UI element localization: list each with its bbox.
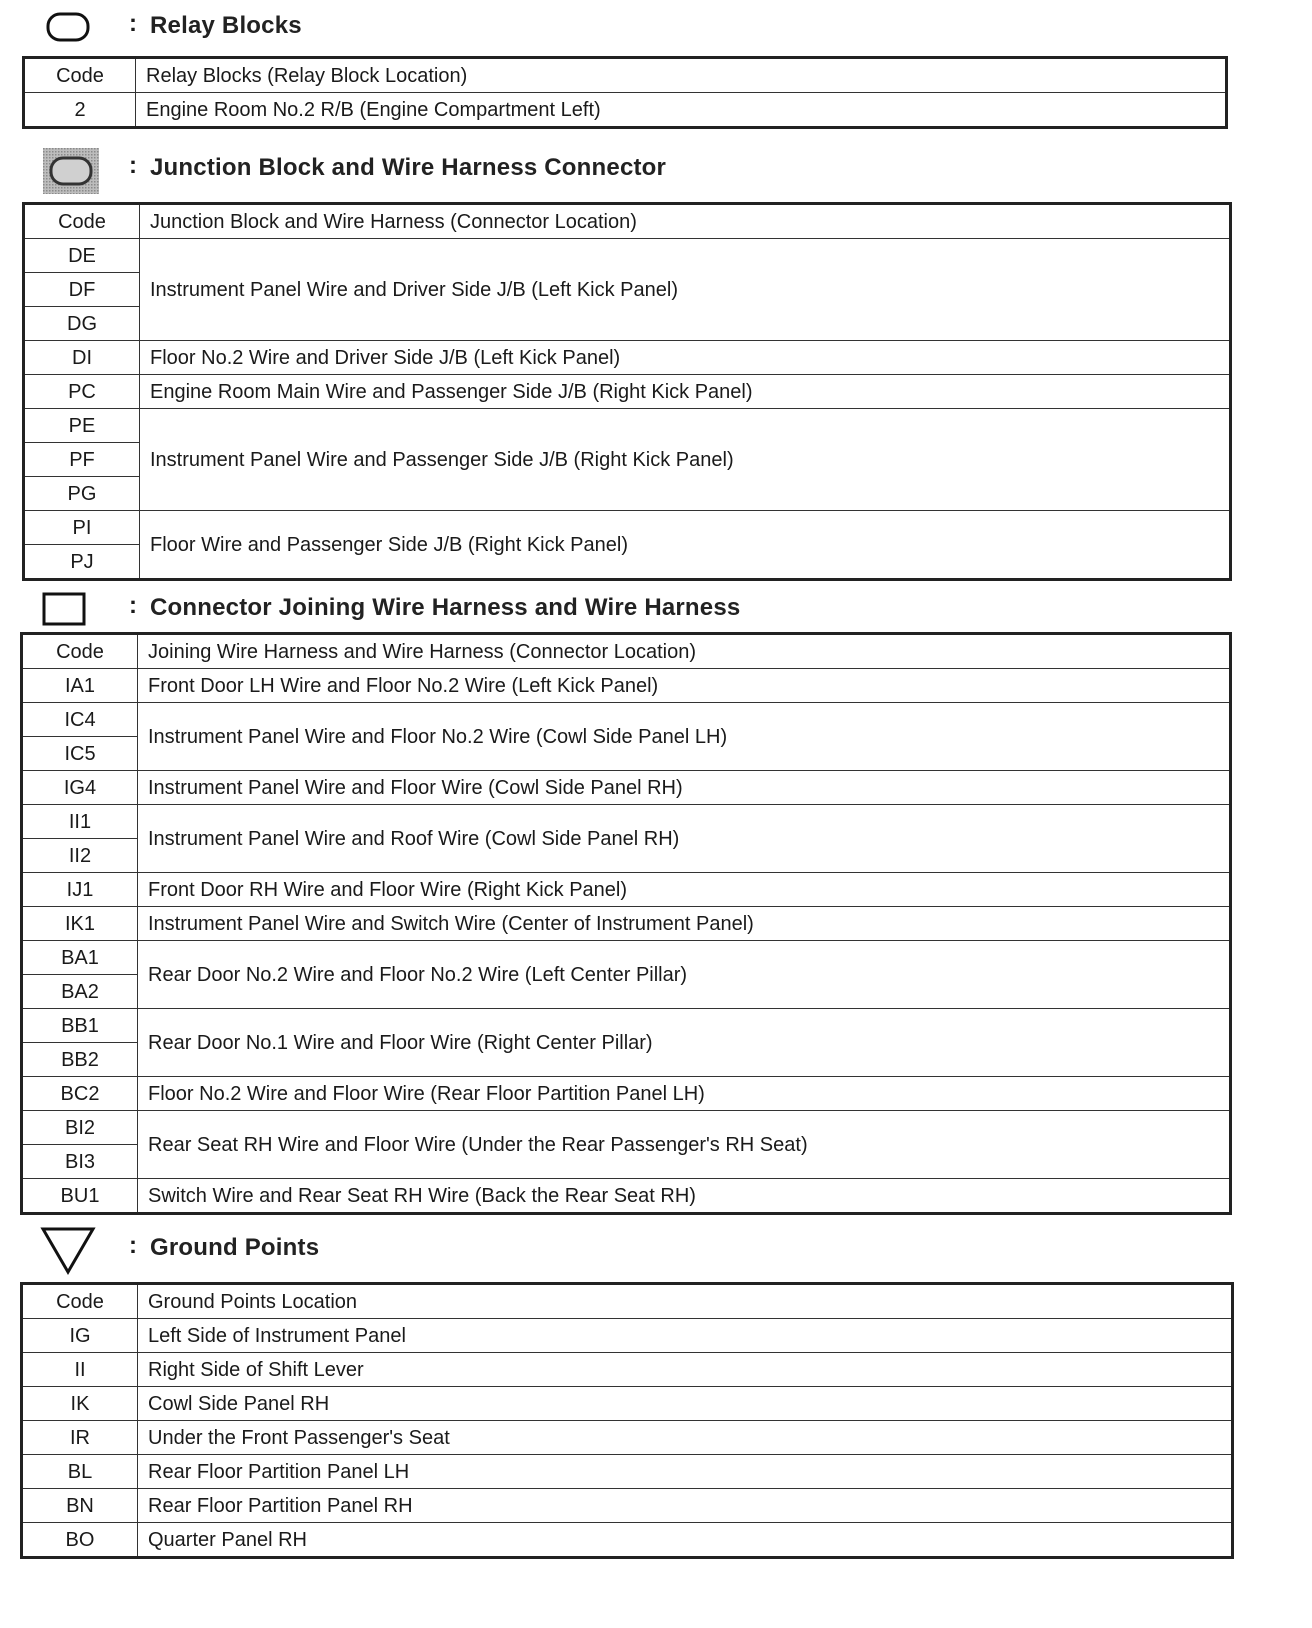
code-cell: PJ [24,545,140,580]
table-row [24,375,1231,409]
desc-cell: Engine Room No.2 R/B (Engine Compartment Left) [136,93,1227,128]
code-cell: BU1 [22,1179,138,1214]
section-title: Connector Joining Wire Harness and Wire Harness [150,594,741,621]
desc-cell: Instrument Panel Wire and Floor No.2 Wire (Cowl Side Panel LH) [138,703,1231,771]
code-cell: BA2 [22,975,138,1009]
code-cell: IA1 [22,669,138,703]
junction-block-heading [0,146,1312,186]
desc-cell: Floor No.2 Wire and Driver Side J/B (Left Kick Panel) [140,341,1231,375]
code-cell: IG4 [22,771,138,805]
connector-heading [0,586,1312,626]
desc-cell: Instrument Panel Wire and Switch Wire (Center of Instrument Panel) [138,907,1231,941]
code-cell: DE [24,239,140,273]
heading-colon: : [129,10,137,37]
code-cell: BI2 [22,1111,138,1145]
header-desc: Junction Block and Wire Harness (Connector Location) [140,204,1231,239]
header-code: Code [24,58,136,93]
desc-cell: Switch Wire and Rear Seat RH Wire (Back the Rear Seat RH) [138,1179,1231,1214]
section-title: Ground Points [150,1234,320,1261]
desc-cell: Cowl Side Panel RH [138,1387,1233,1421]
code-cell: BB1 [22,1009,138,1043]
table-row [24,409,1231,443]
ground-point-icon [40,1226,96,1276]
code-cell: PG [24,477,140,511]
code-cell: DG [24,307,140,341]
header-code: Code [24,204,140,239]
header-code: Code [22,634,138,669]
table-row [22,1319,1233,1353]
desc-cell: Instrument Panel Wire and Passenger Side J/B (Right Kick Panel) [140,409,1231,511]
desc-cell: Floor No.2 Wire and Floor Wire (Rear Floor Partition Panel LH) [138,1077,1231,1111]
ground-points-table [20,1282,1234,1559]
code-cell: DI [24,341,140,375]
desc-cell: Front Door RH Wire and Floor Wire (Right Kick Panel) [138,873,1231,907]
code-cell: IK [22,1387,138,1421]
desc-cell: Quarter Panel RH [138,1523,1233,1558]
code-cell: PE [24,409,140,443]
heading-colon: : [129,1232,137,1259]
relay-blocks-table [22,56,1228,129]
desc-cell: Instrument Panel Wire and Floor Wire (Cowl Side Panel RH) [138,771,1231,805]
table-row [22,1455,1233,1489]
table-row [22,805,1231,839]
connector-icon [42,592,86,626]
desc-cell: Engine Room Main Wire and Passenger Side J/B (Right Kick Panel) [140,375,1231,409]
junction-block-icon [43,148,99,194]
desc-cell: Rear Floor Partition Panel LH [138,1455,1233,1489]
desc-cell: Under the Front Passenger's Seat [138,1421,1233,1455]
code-cell: IK1 [22,907,138,941]
code-cell: PF [24,443,140,477]
table-row [22,1179,1231,1214]
code-cell: BI3 [22,1145,138,1179]
desc-cell: Rear Floor Partition Panel RH [138,1489,1233,1523]
desc-cell: Left Side of Instrument Panel [138,1319,1233,1353]
table-row [22,907,1231,941]
header-code: Code [22,1284,138,1319]
desc-cell: Rear Door No.2 Wire and Floor No.2 Wire (Left Center Pillar) [138,941,1231,1009]
table-row [22,1353,1233,1387]
relay-block-icon [46,12,90,42]
table-row [22,1421,1233,1455]
table-row [22,669,1231,703]
table-row [22,1111,1231,1145]
table-row [22,1077,1231,1111]
section-title: Junction Block and Wire Harness Connector [150,154,667,181]
heading-colon: : [129,152,137,179]
code-cell: II1 [22,805,138,839]
code-cell: PC [24,375,140,409]
code-cell: PI [24,511,140,545]
code-cell: BA1 [22,941,138,975]
code-cell: DF [24,273,140,307]
table-header-row [24,58,1227,93]
code-cell: II2 [22,839,138,873]
table-row [24,239,1231,273]
code-cell: BN [22,1489,138,1523]
junction-block-table [22,202,1232,581]
desc-cell: Floor Wire and Passenger Side J/B (Right Kick Panel) [140,511,1231,580]
desc-cell: Right Side of Shift Lever [138,1353,1233,1387]
code-cell: BC2 [22,1077,138,1111]
table-row [24,511,1231,545]
code-cell: 2 [24,93,136,128]
code-cell: IJ1 [22,873,138,907]
table-row [22,1009,1231,1043]
table-row [22,873,1231,907]
relay-blocks-heading [0,4,1312,44]
table-row [24,341,1231,375]
code-cell: BO [22,1523,138,1558]
code-cell: IC4 [22,703,138,737]
header-desc: Joining Wire Harness and Wire Harness (Connector Location) [138,634,1231,669]
desc-cell: Instrument Panel Wire and Roof Wire (Cowl Side Panel RH) [138,805,1231,873]
table-row [22,703,1231,737]
table-header-row [24,204,1231,239]
code-cell: IR [22,1421,138,1455]
table-row [24,93,1227,128]
section-title: Relay Blocks [150,12,302,39]
code-cell: IC5 [22,737,138,771]
header-desc: Ground Points Location [138,1284,1233,1319]
heading-colon: : [129,592,137,619]
code-cell: BB2 [22,1043,138,1077]
desc-cell: Instrument Panel Wire and Driver Side J/B (Left Kick Panel) [140,239,1231,341]
table-header-row [22,1284,1233,1319]
table-row [22,941,1231,975]
code-cell: IG [22,1319,138,1353]
table-row [22,1387,1233,1421]
table-row [22,1523,1233,1558]
table-header-row [22,634,1231,669]
table-row [22,771,1231,805]
desc-cell: Front Door LH Wire and Floor No.2 Wire (Left Kick Panel) [138,669,1231,703]
code-cell: BL [22,1455,138,1489]
header-desc: Relay Blocks (Relay Block Location) [136,58,1227,93]
ground-points-heading [0,1226,1312,1266]
desc-cell: Rear Seat RH Wire and Floor Wire (Under the Rear Passenger's RH Seat) [138,1111,1231,1179]
desc-cell: Rear Door No.1 Wire and Floor Wire (Right Center Pillar) [138,1009,1231,1077]
code-cell: II [22,1353,138,1387]
connector-table [20,632,1232,1215]
table-row [22,1489,1233,1523]
